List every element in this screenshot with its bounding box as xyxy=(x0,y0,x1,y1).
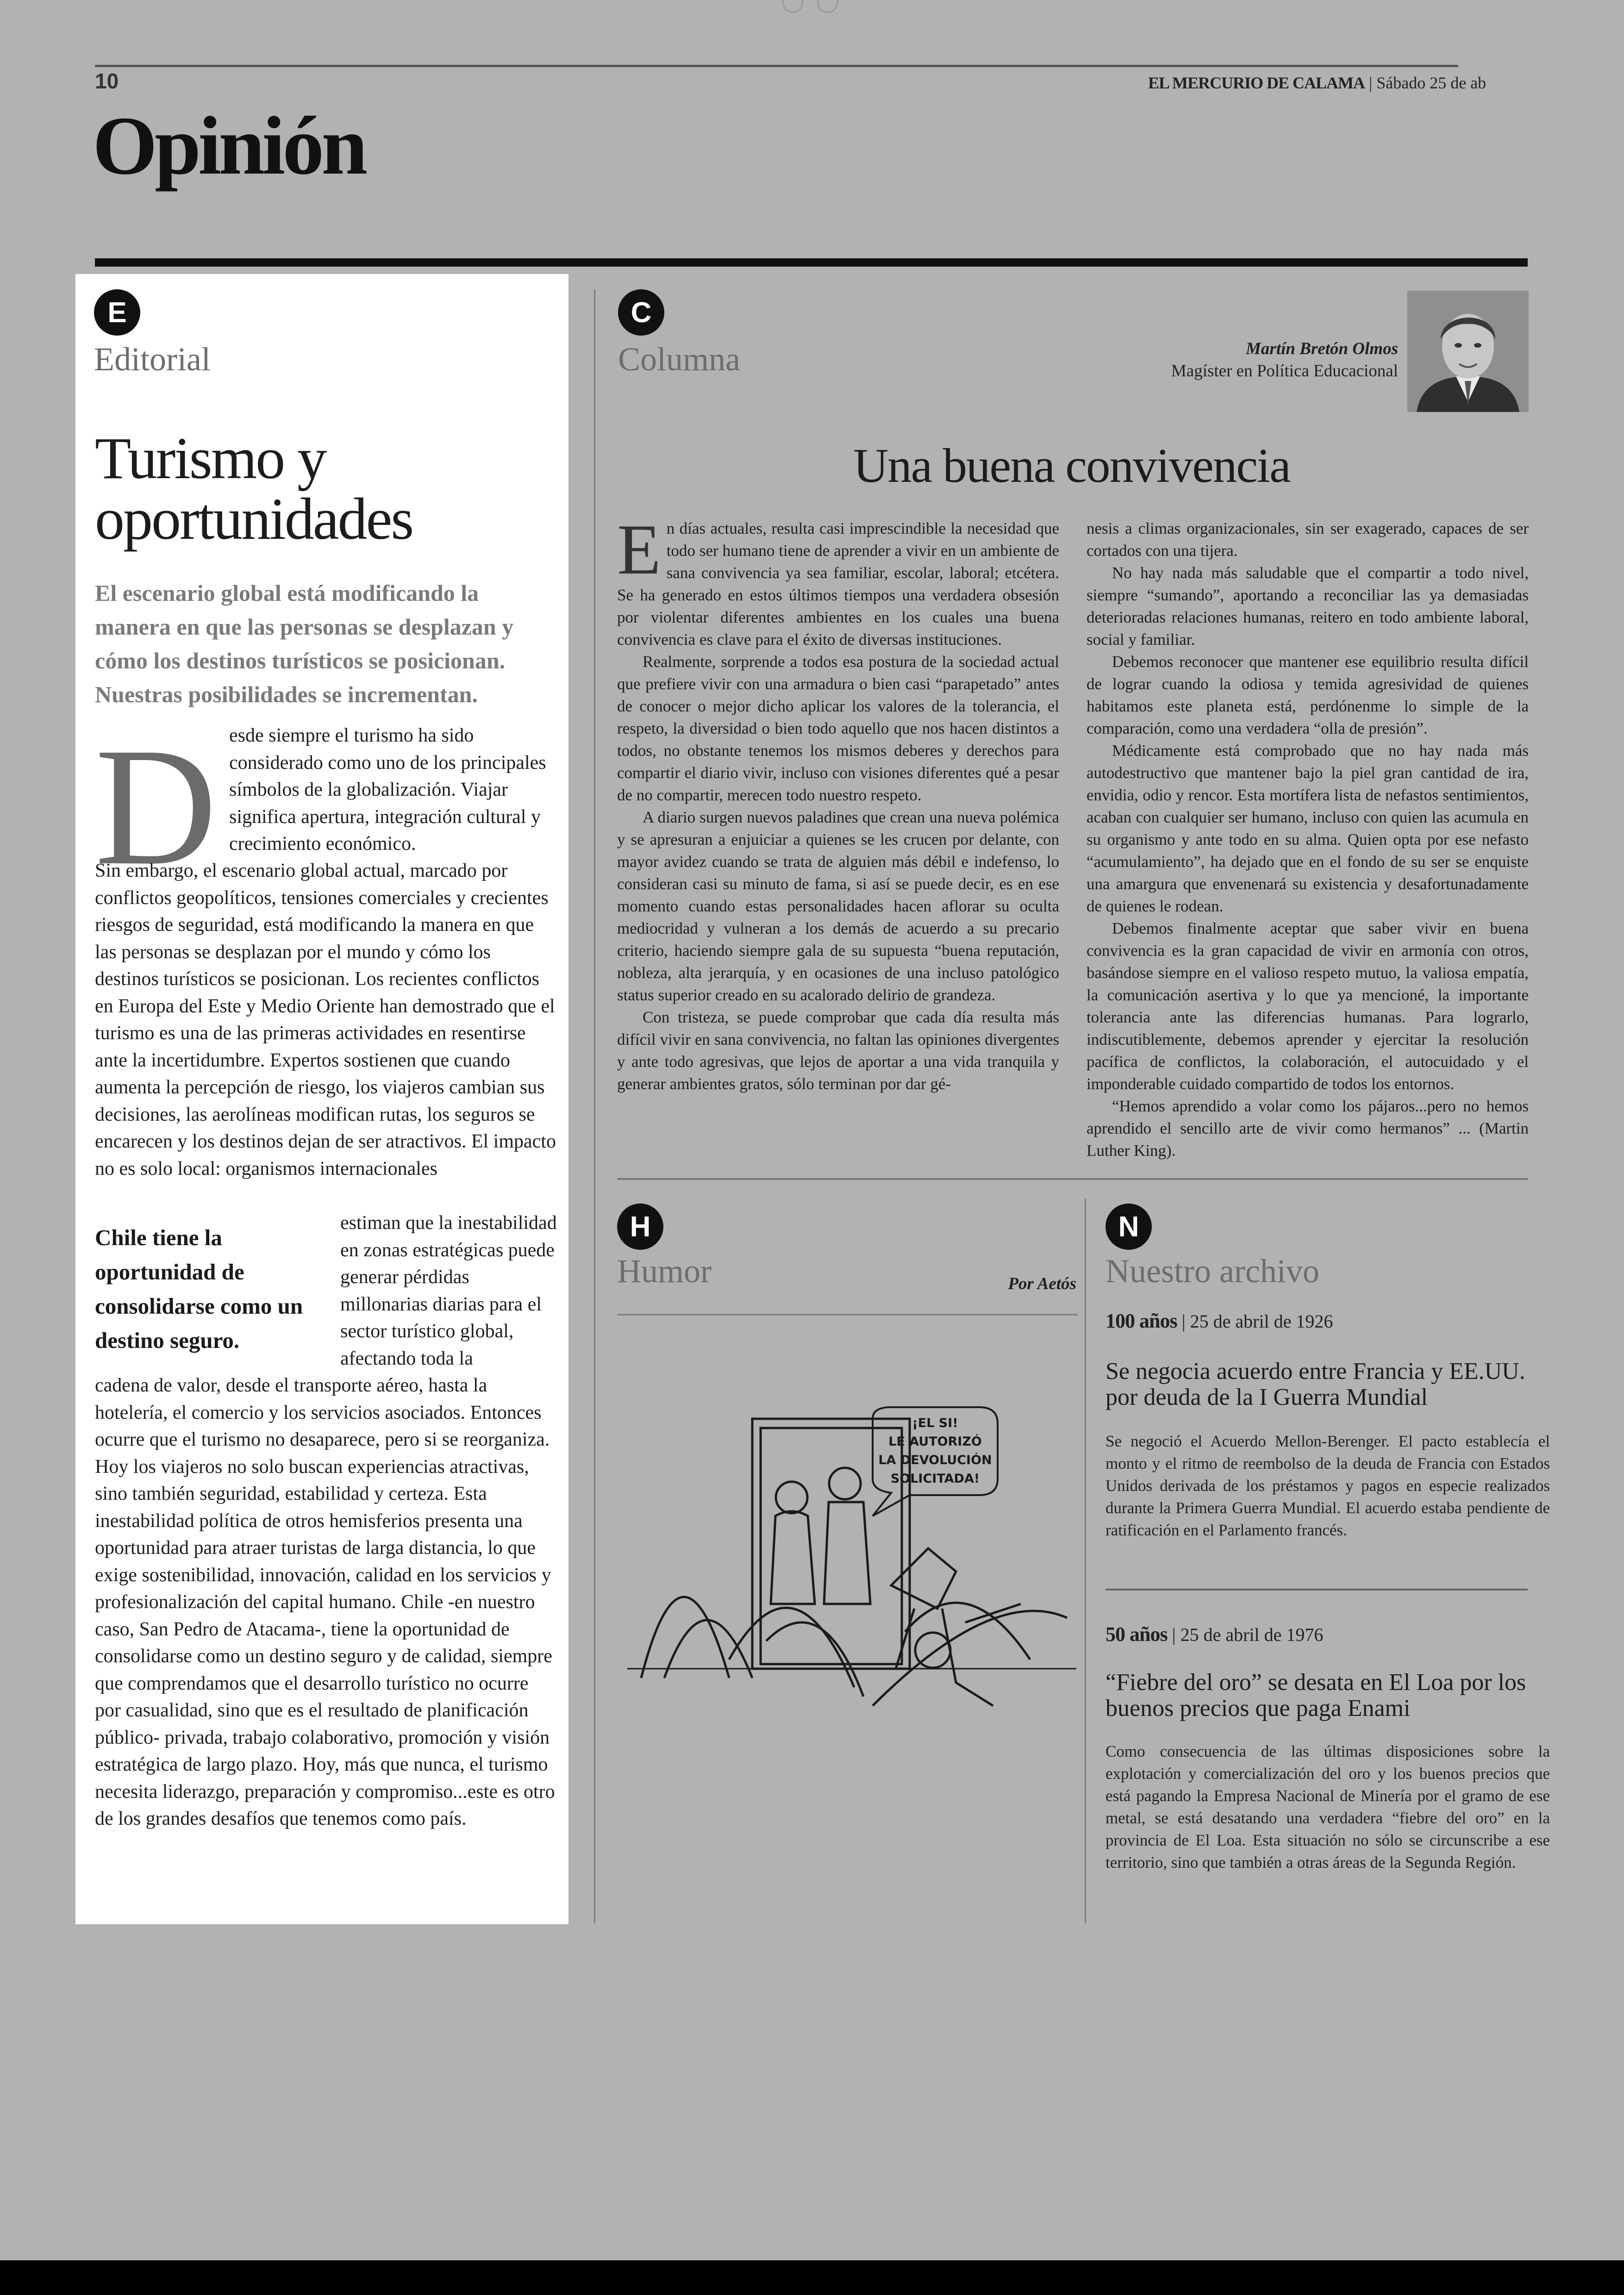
page-nav xyxy=(782,0,838,14)
column-paragraph: Debemos reconocer que mantener ese equilibrio resulta difícil de lograr cuando la odiosa y temida agresividad de quienes habitamos este planeta está, perdónenme lo simple de la comparación, como una verdadera “olla de presión”. xyxy=(1087,653,1529,737)
bubble-text: LE AUTORIZÓ xyxy=(888,1434,982,1449)
chevron-right-icon[interactable] xyxy=(817,0,838,13)
humor-kicker: Humor xyxy=(617,1253,712,1290)
column-paragraph: nesis a climas organizacionales, sin ser exagerado, capaces de ser cortados con una tijera. xyxy=(1087,519,1529,560)
column-separator xyxy=(594,289,595,1923)
humor-archive-separator xyxy=(1085,1199,1086,1923)
editorial-title: Turismo y oportunidades xyxy=(95,425,413,552)
archive-years: 50 años xyxy=(1106,1623,1168,1646)
editorial-paragraph: cadena de valor, desde el transporte aéreo, hasta la hotelería, el comercio y los servicios asociados. Entonces ocurre que el turismo no desaparece, pero si se reorganiza. Hoy los viajeros no solo buscan experiencias atractivas, sino también seguridad, estabilidad y certeza. Esta inestabilidad política de otros hemisferios presenta una oportunidad para atraer turistas de larga distancia, lo que exige sostenibilidad, innovación, calidad en los servicios y profesionalización del capital humano. Chile -en nuestro caso, San Pedro de Atacama-, tiene la oportunidad de consolidarse como un destino seguro y de calidad, siempre que comprendamos que el desarrollo turístico no ocurre por casualidad, sino que es el resultado de planificación público- privada, trabajo colaborativo, promoción y visión estratégica de largo plazo. Hoy, más que nunca, el turismo necesita liderazgo, preparación y compromiso...este es otro de los grandes desafíos que tenemos como país. xyxy=(95,1375,555,1829)
header-rule xyxy=(95,65,1458,67)
editorial-kicker: Editorial xyxy=(94,341,211,378)
editorial-lede: El escenario global está modificando la manera en que las personas se desplazan y cómo los destinos turísticos se posicionan. Nuestras posibilidades se incrementan. xyxy=(95,580,514,707)
column-text-left xyxy=(617,510,1059,1095)
humor-rule xyxy=(617,1314,1078,1316)
editorial-pullquote: Chile tiene la oportunidad de consolidarse como un destino seguro. xyxy=(95,1225,303,1353)
column-paragraph: “Hemos aprendido a volar como los pájaros...pero no hemos aprendido el sencillo arte de vivir como hermanos” ... (Martin Luther King). xyxy=(1087,1097,1529,1160)
editorial-paragraph: Sin embargo, el escenario global actual, marcado por conflictos geopolíticos, tensiones comerciales y crecientes riesgos de seguridad, está modificando la manera en que las personas se desplazan por el mundo y cómo los destinos turísticos se posicionan. Los recientes conflictos en Europa del Este y Medio Oriente han demostrado que el turismo es una de las primeras actividades en resentirse ante la incertidumbre. Expertos sostienen que cuando aumenta la percepción de riesgo, los viajeros cambian sus decisiones, las aerolíneas modifican rutas, los seguros se encarecen y los destinos dejan de ser atractivos. El impacto no es solo local: organismos internacionales xyxy=(95,860,556,1179)
chevron-left-icon[interactable] xyxy=(782,0,803,13)
humor-cartoon xyxy=(613,1409,1086,1761)
section-rule xyxy=(95,258,1528,267)
column-paragraph: Con tristeza, se puede comprobar que cada día resulta más difícil vivir en sana convivencia, no faltan las opiniones divergentes y ante todo agresivas, que lejos de aportar a una vida tranquila y generar ambientes gratos, sólo terminan por dar gé- xyxy=(617,1008,1059,1093)
column-badge: C xyxy=(618,289,664,336)
column-paragraph: Debemos finalmente aceptar que saber vivir en buena convivencia es la gran capacidad de vivir en armonía con otros, basándose siempre en el valioso respeto mutuo, la valiosa empatía, la comunicación asertiva y lo que ya mencioné, la importante tolerancia ante las diferencias humanas. Para lograrlo, indiscutiblemente, debemos aprender y ejercitar la resolución pacífica de conflictos, la colaboración, el autocuidado y el imponderable cuidado compartido de todos los entornos. xyxy=(1087,919,1529,1093)
archive-date: 25 de abril de 1976 xyxy=(1180,1624,1324,1645)
editorial-dropcap: D xyxy=(95,713,217,900)
column-bottom-rule xyxy=(617,1178,1528,1180)
issue-date: Sábado 25 de ab xyxy=(1376,74,1487,92)
archive-headline: “Fiebre del oro” se desata en El Loa por los buenos precios que paga Enami xyxy=(1106,1669,1526,1721)
column-text-right xyxy=(1087,518,1529,1162)
column-paragraph: A diario surgen nuevos paladines que crean una nueva polémica y se apresuran a enjuiciar a quienes se les crucen por delante, con mayor avidez cuando se trata de alguien más débil e indefenso, lo consideran casi su minuto de fama, si así se puede decir, es en ese momento cuando estas personalidades hacen aflorar su oculta mediocridad y vulneran a los demás de acuerdo a su precario criterio, haciendo siempre gala de su supuesta “buena reputación, nobleza, alta jerarquía, y en ocasiones de una incluso patológico status superior creado en su acalorado delirio de grandeza. xyxy=(617,808,1059,1004)
archive-kicker: Nuestro archivo xyxy=(1106,1253,1319,1290)
humor-badge: H xyxy=(617,1204,663,1250)
bubble-text: LA DEVOLUCIÓN xyxy=(878,1453,992,1467)
archive-year-line: 100 años | 25 de abril de 1926 xyxy=(1106,1310,1333,1332)
author-name: Martín Bretón Olmos xyxy=(1246,339,1398,358)
section-title: Opinión xyxy=(93,100,365,192)
archive-rule xyxy=(1106,1589,1528,1590)
column-paragraph: Médicamente está comprobado que no hay nada más autodestructivo que mantener bajo la piel gran cantidad de ira, envidia, odio y rencor. Esta mortífera lista de nefastos sentimientos, acaban con cualquier ser humano, incluso con quien las acumula en su organismo y ante todo en su alma. Quien opta por ese nefasto “acumulamiento”, ha dejado que en el fondo de su ser se enquiste una amargura que envenenará su existencia y desafortunadamente de quienes le rodean. xyxy=(1087,742,1529,915)
archive-date: 25 de abril de 1926 xyxy=(1190,1311,1333,1332)
author-role: Magíster en Política Educacional xyxy=(1171,362,1398,380)
column-paragraph: No hay nada más saludable que el compartir a todo nivel, siempre “sumando”, aportando a reconciliar las ya demasiadas deterioradas relaciones humanas, reitero en todo ambiente laboral, social y familiar. xyxy=(1087,564,1529,649)
editorial-badge: E xyxy=(94,289,140,336)
archive-year-line: 50 años | 25 de abril de 1976 xyxy=(1106,1623,1324,1646)
editorial-paragraph: esde siempre el turismo ha sido considerado como uno de los principales símbolos de la globalización. Viajar significa apertura, integración cultural y crecimiento económico. xyxy=(229,725,546,854)
column-title: Una buena convivencia xyxy=(853,438,1290,493)
bottom-bar xyxy=(0,2260,1624,2295)
archive-body: Como consecuencia de las últimas disposiciones sobre la explotación y comercialización del oro y los buenos precios que está pagando la Empresa Nacional de Minería por el gramo de ese metal, se está desatando una verdadera “fiebre del oro” en la provincia de El Loa. Esta situación no sólo se circunscribe a ese territorio, sino que también a otras áreas de la Segunda Región. xyxy=(1106,1742,1550,1871)
page-number: 10 xyxy=(95,69,119,93)
archive-body: Se negoció el Acuerdo Mellon-Berenger. El pacto establecía el monto y el ritmo de reembolso de la deuda de Francia con Estados Unidos derivada de los préstamos y pagos en especie realizados durante la Primera Guerra Mundial. El acuerdo estaba pendiente de ratificación en el Parlamento francés. xyxy=(1106,1432,1550,1539)
column-paragraph: Realmente, sorprende a todos esa postura de la sociedad actual que prefiere vivir con una armadura o bien casi “parapetado” antes de conocer o mejor dicho aplicar los valores de la tolerancia, el respeto, la diversidad o bien todo aquello que nos hacen distintos a todos, no obstante tenemos los mismos deberes y derechos para compartir el diario vivir, incluso con visiones diferentes qué a pesar de no compartir, merecen todo nuestro respeto. xyxy=(617,653,1059,804)
archive-years: 100 años xyxy=(1106,1310,1177,1332)
masthead: EL MERCURIO DE CALAMA | Sábado 25 de ab xyxy=(1148,74,1487,92)
editorial-paragraph: estiman que la inestabilidad en zonas estratégicas puede generar pérdidas millonarias diarias para el sector turístico global, afectando toda la xyxy=(340,1212,557,1369)
newspaper-name: EL MERCURIO DE CALAMA xyxy=(1148,74,1365,92)
bubble-text: SOLICITADA! xyxy=(890,1472,980,1486)
archive-headline: Se negocia acuerdo entre Francia y EE.UU. por deuda de la I Guerra Mundial xyxy=(1106,1358,1525,1410)
column-dropcap: E xyxy=(617,510,661,589)
humor-byline: Por Aetós xyxy=(1008,1274,1076,1293)
archive-badge: N xyxy=(1106,1204,1152,1250)
bubble-text: ¡EL SI! xyxy=(912,1416,958,1430)
author-photo xyxy=(1407,291,1529,412)
column-paragraph: n días actuales, resulta casi imprescindible la necesidad que todo ser humano tiene de aprender a vivir en un ambiente de sana convivencia ya sea familiar, escolar, laboral; etcétera. Se ha generado en estos últimos tiempos una verdadera obsesión por violentar diferentes ambientes en los cuales una buena convivencia es clave para el éxito de diversas instituciones. xyxy=(617,519,1059,649)
column-kicker: Columna xyxy=(618,341,740,378)
